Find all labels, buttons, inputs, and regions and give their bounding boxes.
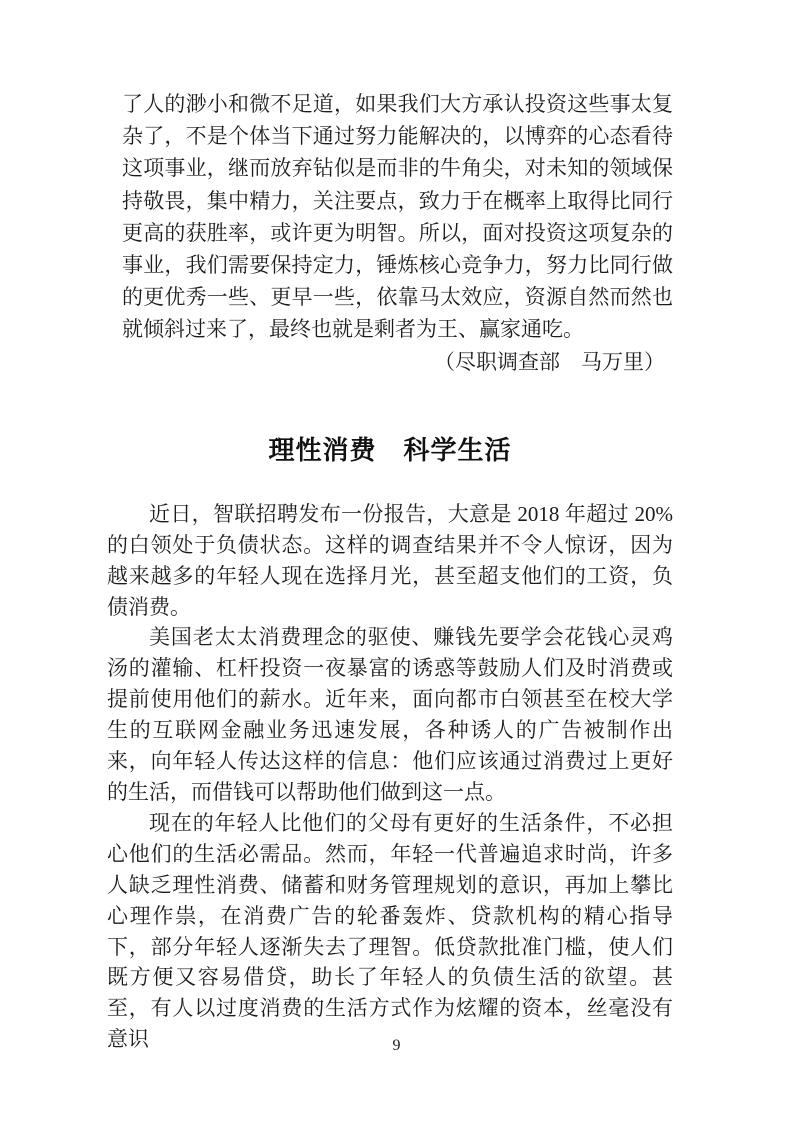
article-title: 理性消费 科学生活 [268,434,512,465]
continued-paragraph: 了人的渺小和微不足道，如果我们大方承认投资这些事太复杂了，不是个体当下通过努力能解决的，以博弈的心态看待这项事业，继而放弃钻似是而非的牛角尖，对未知的领域保持敬畏，集中精力，关注要点，致力于在概率上取得比同行更高的获胜率，或许更为明智。所以，面对投资这项复杂的事业，我们需要保持定力，锤炼核心竞争力，努力比同行做的更优秀一些、更早一些，依靠马太效应，资源自然而然也就倾斜过来了，最终也就是剩者为王、赢家通吃。 [122,92,673,342]
attribution-line: （尽职调查部 马万里） [434,349,665,374]
page-content [107,88,673,1055]
previous-article-end [122,88,673,378]
article-paragraph-1: 近日，智联招聘发布一份报告，大意是 2018 年超过 20%的白领处于负债状态。这样的调查结果并不令人惊讶，因为越来越多的年轻人现在选择月光，甚至超支他们的工资，负债消费。 [107,501,673,619]
page-number: 9 [392,1037,401,1054]
article-paragraph-2: 美国老太太消费理念的驱使、赚钱先要学会花钱心灵鸡汤的灌输、杠杆投资一夜暴富的诱惑等鼓励人们及时消费或提前使用他们的薪水。近年来，面向都市白领甚至在校大学生的互联网金融业务迅速发展，各种诱人的广告被制作出来，向年轻人传达这样的信息：他们应该通过消费过上更好的生活，而借钱可以帮助他们做到这一点。 [107,625,673,804]
article-body [107,499,673,1055]
article-paragraph-3: 现在的年轻人比他们的父母有更好的生活条件，不必担心他们的生活必需品。然而，年轻一代普遍追求时尚，许多人缺乏理性消费、储蓄和财务管理规划的意识，再加上攀比心理作祟，在消费广告的轮番轰炸、贷款机构的精心指导下，部分年轻人逐渐失去了理智。低贷款批准门槛，使人们既方便又容易借贷，助长了年轻人的负债生活的欲望。甚至，有人以过度消费的生活方式作为炫耀的资本，丝毫没有意识 [107,810,673,1052]
